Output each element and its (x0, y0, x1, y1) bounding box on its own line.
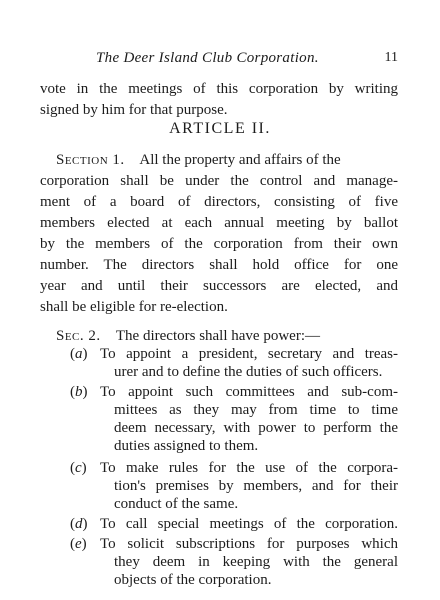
continuation-line: vote in the meetings of this corporation by writing (40, 81, 398, 97)
section-1-line: number. The directors shall hold office for one (40, 257, 398, 273)
continuation-line: signed by him for that purpose. (40, 102, 228, 118)
section-1-line: members elected at each annual meeting by ballot (40, 215, 398, 231)
section-1-first-line (56, 150, 398, 171)
section-1-line: shall be eligible for re-election. (40, 299, 228, 315)
running-head (40, 50, 398, 70)
section-1-line: year and until their successors are elected, and (40, 278, 398, 294)
section-1-line: by the members of the corporation from their own (40, 236, 398, 252)
article-heading: ARTICLE II. (169, 120, 271, 137)
item-b-line: mittees as they may from time to time (114, 402, 398, 418)
section-1-line: corporation shall be under the control and manage- (40, 173, 398, 189)
section-1-text: All the property and affairs of the (139, 152, 341, 168)
item-a-label: (a) (70, 346, 88, 363)
item-c-line: To make rules for the use of the corpora- (100, 459, 398, 476)
item-d-label: (d) (70, 516, 88, 533)
section-2-intro: The directors shall have power:— (115, 328, 320, 344)
section-2-label: Sec. 2. (56, 328, 101, 344)
item-c-line: tion's premises by members, and for their (114, 477, 398, 494)
item-e-line: objects of the corporation. (114, 572, 272, 589)
item-b-line: duties assigned to them. (114, 438, 259, 455)
item-b-line: To appoint such committees and sub-com- (100, 383, 398, 400)
running-title: The Deer Island Club Corporation. (96, 50, 319, 66)
item-e-line: To solicit subscriptions for purposes which (100, 536, 398, 553)
section-1-label: Section 1. (56, 152, 125, 168)
item-a-line: urer and to define the duties of such officers. (114, 364, 383, 381)
item-e-label: (e) (70, 536, 87, 553)
item-c-label: (c) (70, 459, 87, 476)
item-a-line: To appoint a president, secretary and treas- (100, 346, 398, 363)
item-c-line: conduct of the same. (114, 495, 239, 512)
item-d-line: To call special meetings of the corporation. (100, 516, 398, 533)
section-1-line: ment of a board of directors, consisting of five (40, 194, 398, 210)
page-number: 11 (384, 50, 398, 65)
item-b-label: (b) (70, 383, 88, 400)
item-b-line: deem necessary, with power to perform the (114, 420, 398, 436)
item-e-line: they deem in keeping with the general (114, 554, 398, 571)
